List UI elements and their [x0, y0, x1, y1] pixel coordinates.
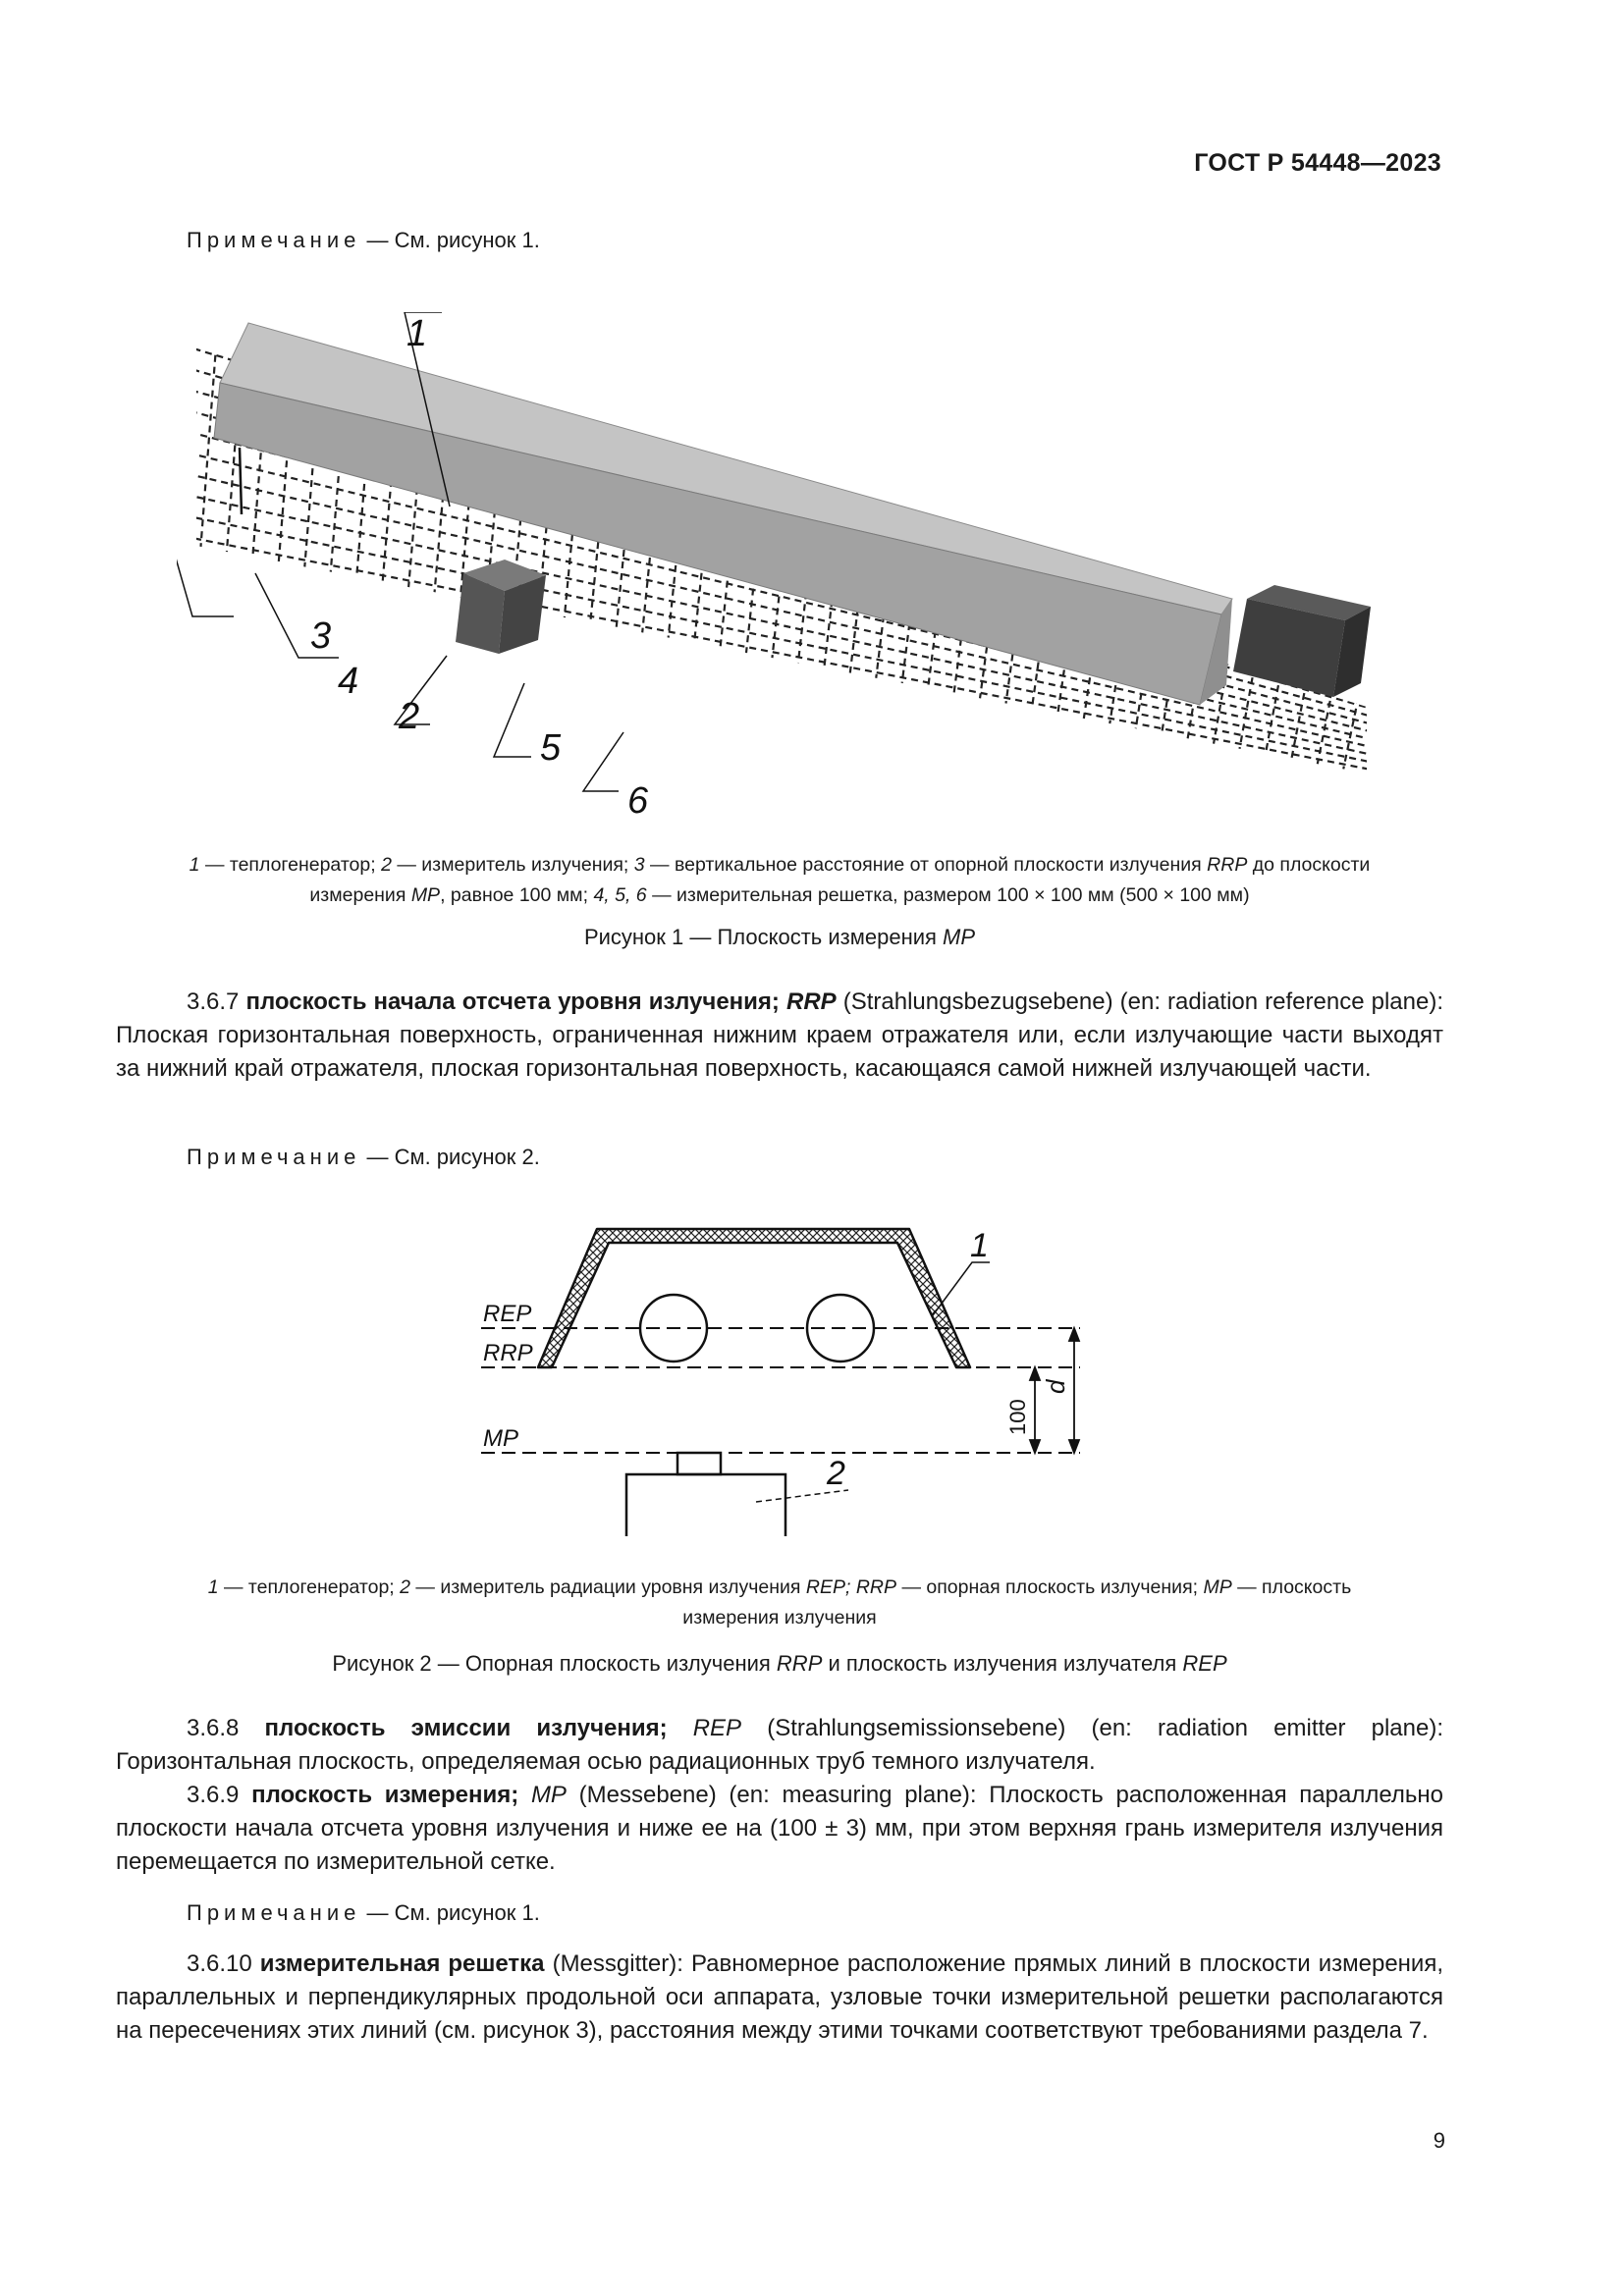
- note-text: — См. рисунок 1.: [360, 1900, 540, 1925]
- callout-5: 5: [540, 727, 562, 769]
- label-rep: REP: [483, 1301, 532, 1327]
- legend-line: 1 — теплогенератор; 2 — измеритель излучения; 3 — вертикальное расстояние от опорной плоскости излучения RRP до плоскости: [189, 854, 1371, 876]
- figure-2-legend: [116, 1573, 1443, 1633]
- callout-3: 3: [310, 615, 332, 657]
- note-label: Примечание: [187, 228, 361, 252]
- note-figure-1: [187, 228, 540, 253]
- term: плоскость начала отсчета уровня излучения;: [245, 988, 786, 1015]
- reference-planes: [481, 1328, 1080, 1453]
- callout-6: 6: [627, 780, 649, 822]
- callout-1: 1: [406, 313, 428, 354]
- reflector: [538, 1229, 970, 1367]
- page-number: 9: [1433, 2128, 1445, 2153]
- document-header: ГОСТ Р 54448—2023: [1194, 149, 1441, 177]
- radiation-meter: [626, 1453, 785, 1536]
- callout-2: 2: [399, 696, 420, 737]
- section-3-6-10: 3.6.10 измерительная решетка (Messgitter): Равномерное расположение прямых линий в плоскости измерения, параллельных и перпендикулярных продольной оси аппарата, узловые точки измерительной решетки располагаются на пересечениях этих линий (см. рисунок 3), расстояния между этими точками соответствуют требованиями раздела 7.: [116, 1950, 1443, 2044]
- figure-1-legend: [116, 850, 1443, 911]
- legend-line: измерения MP, равное 100 мм; 4, 5, 6 — измерительная решетка, размером 100 × 100 мм (500 × 100 мм): [309, 884, 1250, 906]
- callout-1: 1: [970, 1227, 989, 1264]
- figure-2-drawing: [471, 1217, 1100, 1551]
- section-3-6-8: 3.6.8 плоскость эмиссии излучения; REP (Strahlungsemissionsebene) (en: radiation emitter plane): Горизонтальная плоскость, определяемая осью радиационных труб темного излучателя.: [116, 1715, 1444, 1775]
- note-figure-2: [187, 1145, 540, 1170]
- callout-4: 4: [338, 661, 359, 702]
- dimension-100: 100: [1005, 1399, 1030, 1435]
- term: измерительная решетка: [259, 1950, 545, 1977]
- label-mp: MP: [483, 1425, 518, 1452]
- vertical-distance-marker: [240, 448, 242, 514]
- section-3-6-9: 3.6.9 плоскость измерения; MP (Messebene) (en: measuring plane): Плоскость расположенная параллельно плоскости начала отсчета уровня излучения и ниже ее на (100 ± 3) мм, при этом верхняя грань измерителя излучения перемещается по измерительной сетке.: [116, 1782, 1443, 1875]
- figure-2-title: Рисунок 2 — Опорная плоскость излучения RRP и плоскость излучения излучателя REP: [332, 1651, 1227, 1676]
- legend-line: 1 — теплогенератор; 2 — измеритель радиации уровня излучения REP; RRP — опорная плоскость излучения; MP — плоскость: [207, 1576, 1352, 1598]
- section-3-6-7: 3.6.7 плоскость начала отсчета уровня излучения; RRP (Strahlungsbezugsebene) (en: radiation reference plane): Плоская горизонтальная поверхность, ограниченная нижним краем отражателя или, если излучающие части выходят за нижний край отражателя, плоская горизонтальная поверхность, касающаяся самой нижней излучающей части.: [116, 988, 1444, 1082]
- label-d: d: [1041, 1379, 1070, 1394]
- label-rrp: RRP: [483, 1340, 533, 1366]
- figure-1-drawing: [177, 312, 1375, 842]
- callout-2: 2: [827, 1455, 845, 1492]
- heat-generator-beam-front: [214, 383, 1221, 705]
- legend-line: измерения излучения: [682, 1607, 877, 1629]
- figure-1-title: Рисунок 1 — Плоскость измерения MP: [583, 925, 976, 949]
- note-label: Примечание: [187, 1145, 361, 1169]
- note-figure-1-again: [187, 1900, 540, 1926]
- term: плоскость измерения;: [251, 1782, 531, 1808]
- term: плоскость эмиссии излучения;: [264, 1715, 693, 1741]
- note-text: — См. рисунок 2.: [360, 1145, 540, 1169]
- note-text: — См. рисунок 1.: [360, 228, 540, 252]
- note-label: Примечание: [187, 1900, 361, 1925]
